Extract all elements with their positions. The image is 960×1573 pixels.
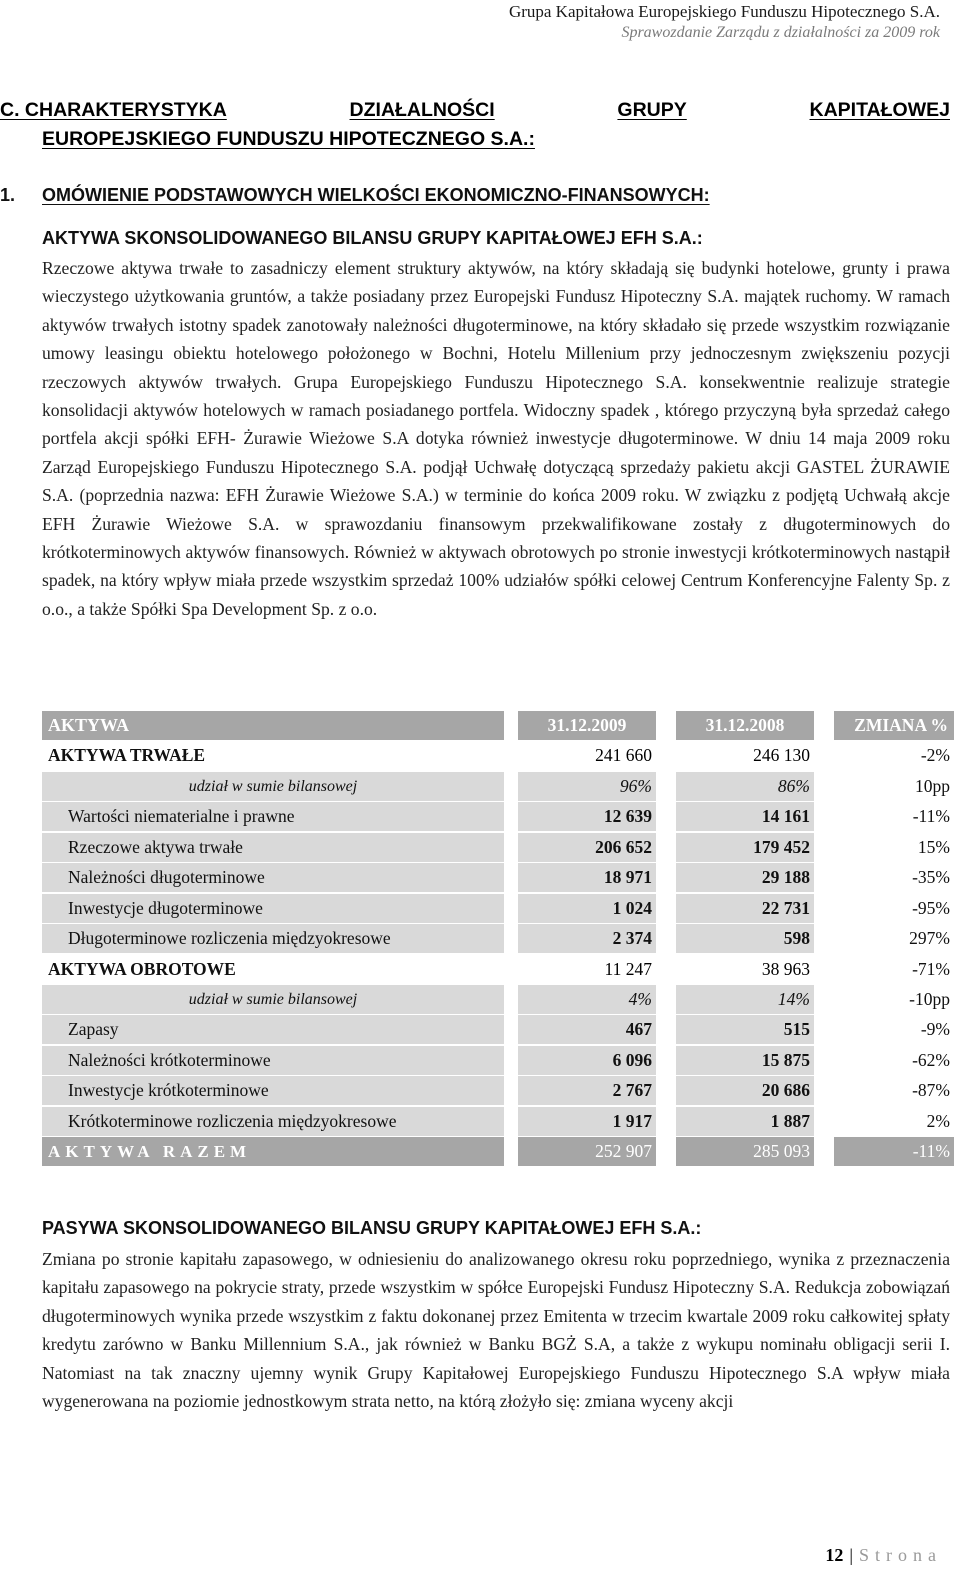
row-label: udział w sumie bilansowej [42, 772, 504, 801]
row-value-2009: 1 024 [518, 894, 656, 923]
section-title [0, 96, 950, 154]
row-change: 2% [926, 1110, 950, 1131]
table-row [42, 802, 954, 832]
header-company: Grupa Kapitałowa Europejskiego Funduszu Hipotecznego S.A. [508, 2, 940, 21]
page-header [509, 2, 940, 43]
footer-separator: | [849, 1545, 853, 1565]
table-row [42, 955, 954, 985]
row-change: -87% [912, 1080, 950, 1101]
row-value-2009: 96% [518, 772, 656, 801]
row-value-2008: 598 [676, 924, 814, 953]
table-row [42, 1046, 954, 1076]
row-label: Inwestycje krótkoterminowe [42, 1076, 504, 1105]
subsection-number: 1. [0, 185, 16, 205]
row-label: Należności długoterminowe [42, 863, 504, 892]
row-value-2009: 4% [518, 985, 656, 1014]
footer-page-label: Strona [859, 1545, 942, 1565]
row-value-2009: 18 971 [518, 863, 656, 892]
row-value-2009: 1 917 [518, 1107, 656, 1136]
row-change: 15% [917, 836, 950, 857]
section-title-part2: DZIAŁALNOŚCI [349, 99, 495, 121]
row-change: 10pp [915, 775, 950, 796]
row-label: Inwestycje długoterminowe [42, 894, 504, 923]
row-value-2008: 20 686 [676, 1076, 814, 1105]
header-change: ZMIANA % [834, 711, 954, 740]
row-label: AKTYWA OBROTOWE [48, 958, 236, 979]
row-label: Rzeczowe aktywa trwałe [42, 833, 504, 862]
section-title-part1: C. CHARAKTERYSTYKA [0, 99, 227, 121]
row-value-2008: 515 [676, 1015, 814, 1044]
row-value-2009: 206 652 [518, 833, 656, 862]
row-value-2009: 2 374 [518, 924, 656, 953]
aktywa-heading: AKTYWA SKONSOLIDOWANEGO BILANSU GRUPY KAPITAŁOWEJ EFH S.A.: [42, 228, 703, 248]
table-row [42, 741, 954, 771]
table-header-row [42, 711, 954, 741]
subsection-title [0, 185, 950, 206]
table-total-row [42, 1137, 954, 1167]
row-value-2008: 29 188 [676, 863, 814, 892]
header-2009: 31.12.2009 [518, 711, 656, 740]
table-row [42, 1015, 954, 1045]
row-value-2009: 6 096 [518, 1046, 656, 1075]
header-report-title: Sprawozdanie Zarządu z działalności za 2009 rok [621, 24, 940, 41]
row-label: AKTYWA TRWAŁE [48, 745, 206, 766]
table-row [42, 1107, 954, 1137]
row-change: 297% [909, 928, 950, 949]
table-row [42, 1076, 954, 1106]
row-change: -11% [912, 806, 950, 827]
row-value-2008: 38 963 [761, 958, 810, 979]
row-change: -71% [912, 958, 950, 979]
table-row [42, 772, 954, 802]
row-change: -62% [912, 1049, 950, 1070]
row-change: -9% [920, 1019, 950, 1040]
row-value-2009: 241 660 [595, 745, 652, 766]
row-label: Długoterminowe rozliczenia międzyokresowe [42, 924, 504, 953]
table-row [42, 924, 954, 954]
section-title-line2: EUROPEJSKIEGO FUNDUSZU HIPOTECZNEGO S.A.: [42, 128, 535, 150]
section-title-part3: GRUPY [617, 99, 687, 121]
total-value-2009: 252 907 [518, 1137, 656, 1166]
row-label: udział w sumie bilansowej [42, 985, 504, 1014]
row-value-2008: 86% [676, 772, 814, 801]
section-title-part4: KAPITAŁOWEJ [809, 99, 950, 121]
row-value-2009: 11 247 [604, 958, 652, 979]
header-aktywa: AKTYWA [42, 711, 504, 740]
row-value-2008: 179 452 [676, 833, 814, 862]
total-label: AKTYWA RAZEM [42, 1137, 504, 1166]
row-label: Krótkoterminowe rozliczenia międzyokresowe [42, 1107, 504, 1136]
header-2008: 31.12.2008 [676, 711, 814, 740]
table-row [42, 985, 954, 1015]
page-footer [825, 1545, 942, 1566]
row-change: -2% [920, 745, 950, 766]
pasywa-paragraph: Zmiana po stronie kapitału zapasowego, w odniesieniu do analizowanego okresu roku poprzedniego, wynika z przeznaczenia kapitału zapasowego na pokrycie straty, przede wszystkim w spółce Europejski Fundusz Hipoteczny S.A. Redukcja zobowiązań długoterminowych wynika przede wszystkim z faktu dokonanej przez Emitenta w trzecim kwartale 2009 roku całkowitej spłaty kredytu zarówno w Banku Millennium S.A., jak również w Banku BGŻ S.A, a także z wykupu nominału obligacji serii I. Natomiast na tak znaczny ujemny wynik Grupy Kapitałowej Europejskiego Funduszu Hipotecznego S.A wpływ miała wygenerowana na poziomie jednostkowym strata netto, na którą złożyło się: zmiana wyceny akcji [42, 1249, 950, 1412]
row-change: -95% [912, 897, 950, 918]
total-value-2008: 285 093 [676, 1137, 814, 1166]
row-value-2009: 12 639 [518, 802, 656, 831]
aktywa-paragraph: Rzeczowe aktywa trwałe to zasadniczy element struktury aktywów, na który składają się budynki hotelowe, grunty i prawa wieczystego użytkowania gruntów, a także posiadany przez Europejski Fundusz Hipoteczny S.A. majątek ruchomy. W ramach aktywów trwałych istotny spadek zanotowały należności długoterminowe, na który składało się przede wszystkim rozwiązanie umowy leasingu obiektu hotelowego położonego w Bochni, Hotelu Millenium przy jednoczesnym zwiększeniu pozycji rzeczowych aktywów trwałych. Grupa Europejskiego Funduszu Hipotecznego S.A. konsekwentnie realizuje strategie konsolidacji aktywów hotelowych w ramach posiadanego portfela. Widoczny spadek , którego przyczyną była sprzedaż całego portfela akcji spółki EFH- Żurawie Wieżowe S.A dotyka również inwestycje długoterminowe. W dniu 14 maja 2009 roku Zarząd Europejskiego Funduszu Hipotecznego S.A. podjął Uchwałę dotyczącą sprzedaży pakietu akcji GASTEL ŻURAWIE S.A. (poprzednia nazwa: EFH Żurawie Wieżowe S.A.) w terminie do końca 2009 roku. W związku z podjętą Uchwałą akcje EFH Żurawie Wieżowe S.A. w sprawozdaniu finansowym przekwalifikowane zostały z długoterminowych do krótkoterminowych aktywów finansowych. Również w aktywach obrotowych po stronie inwestycji krótkoterminowych nastąpił spadek, na który wpływ miała przede wszystkim sprzedaż 100% udziałów spółki celowej Centrum Konferencyjne Falenty Sp. z o.o., a także Spółki Spa Development Sp. z o.o. [42, 258, 950, 619]
row-label: Należności krótkoterminowe [42, 1046, 504, 1075]
pasywa-heading: PASYWA SKONSOLIDOWANEGO BILANSU GRUPY KAPITAŁOWEJ EFH S.A.: [42, 1218, 702, 1238]
table-row [42, 863, 954, 893]
row-value-2008: 15 875 [676, 1046, 814, 1075]
row-value-2008: 22 731 [676, 894, 814, 923]
row-value-2008: 1 887 [676, 1107, 814, 1136]
assets-table [42, 711, 954, 1168]
table-row [42, 894, 954, 924]
row-label: Wartości niematerialne i prawne [42, 802, 504, 831]
row-change: -35% [912, 867, 950, 888]
row-change: -10pp [909, 988, 950, 1009]
row-value-2009: 2 767 [518, 1076, 656, 1105]
row-value-2008: 246 130 [753, 745, 810, 766]
page-number: 12 [825, 1545, 844, 1565]
row-value-2008: 14 161 [676, 802, 814, 831]
table-row [42, 833, 954, 863]
subsection-text: OMÓWIENIE PODSTAWOWYCH WIELKOŚCI EKONOMICZNO-FINANSOWYCH: [42, 185, 710, 205]
row-label: Zapasy [42, 1015, 504, 1044]
row-value-2008: 14% [676, 985, 814, 1014]
total-change: -11% [834, 1137, 954, 1166]
row-value-2009: 467 [518, 1015, 656, 1044]
